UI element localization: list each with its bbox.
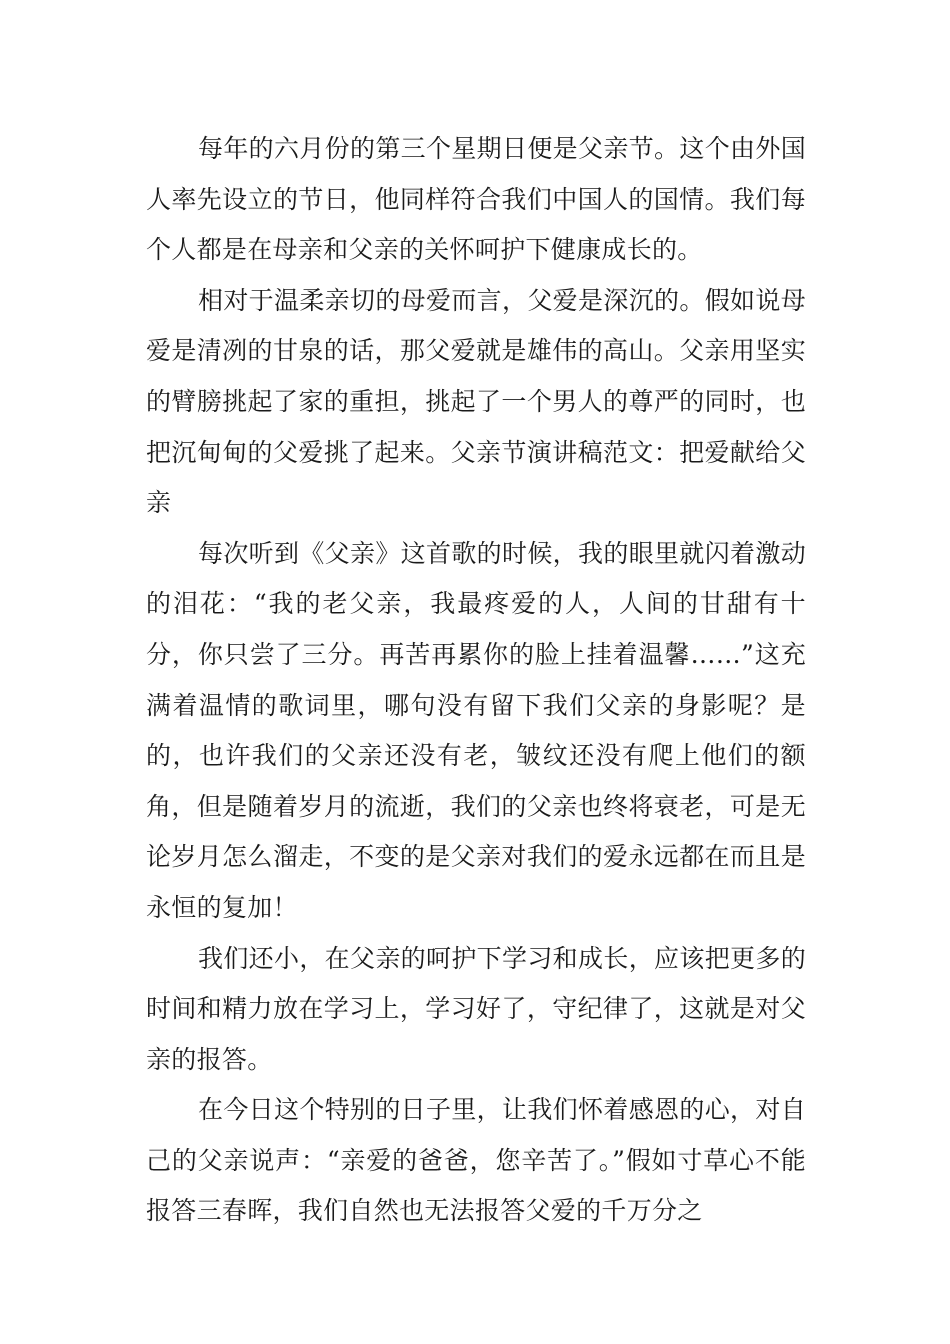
paragraph-4: 我们还小，在父亲的呵护下学习和成长，应该把更多的时间和精力放在学习上，学习好了，守纪律了，这就是对父亲的报答。 xyxy=(146,943,806,1074)
paragraph-5: 在今日这个特别的日子里，让我们怀着感恩的心，对自己的父亲说声：“亲爱的爸爸，您辛苦了。”假如寸草心不能报答三春晖，我们自然也无法报答父爱的千万分之 xyxy=(146,1095,806,1226)
document-page xyxy=(146,124,806,1237)
paragraph-1: 每年的六月份的第三个星期日便是父亲节。这个由外国人率先设立的节日，他同样符合我们中国人的国情。我们每个人都是在母亲和父亲的关怀呵护下健康成长的。 xyxy=(146,134,806,265)
paragraph-3: 每次听到《父亲》这首歌的时候，我的眼里就闪着激动的泪花：“我的老父亲，我最疼爱的人，人间的甘甜有十分，你只尝了三分。再苦再累你的脸上挂着温馨……”这充满着温情的歌词里，哪句没有留下我们父亲的身影呢？是的，也许我们的父亲还没有老，皱纹还没有爬上他们的额角，但是随着岁月的流逝，我们的父亲也终将衰老，可是无论岁月怎么溜走，不变的是父亲对我们的爱永远都在而且是永恒的复加！ xyxy=(146,538,806,922)
paragraph-2: 相对于温柔亲切的母爱而言，父爱是深沉的。假如说母爱是清冽的甘泉的话，那父爱就是雄伟的高山。父亲用坚实的臂膀挑起了家的重担，挑起了一个男人的尊严的同时，也把沉甸甸的父爱挑了起来。父亲节演讲稿范文：把爱献给父亲 xyxy=(146,285,806,518)
